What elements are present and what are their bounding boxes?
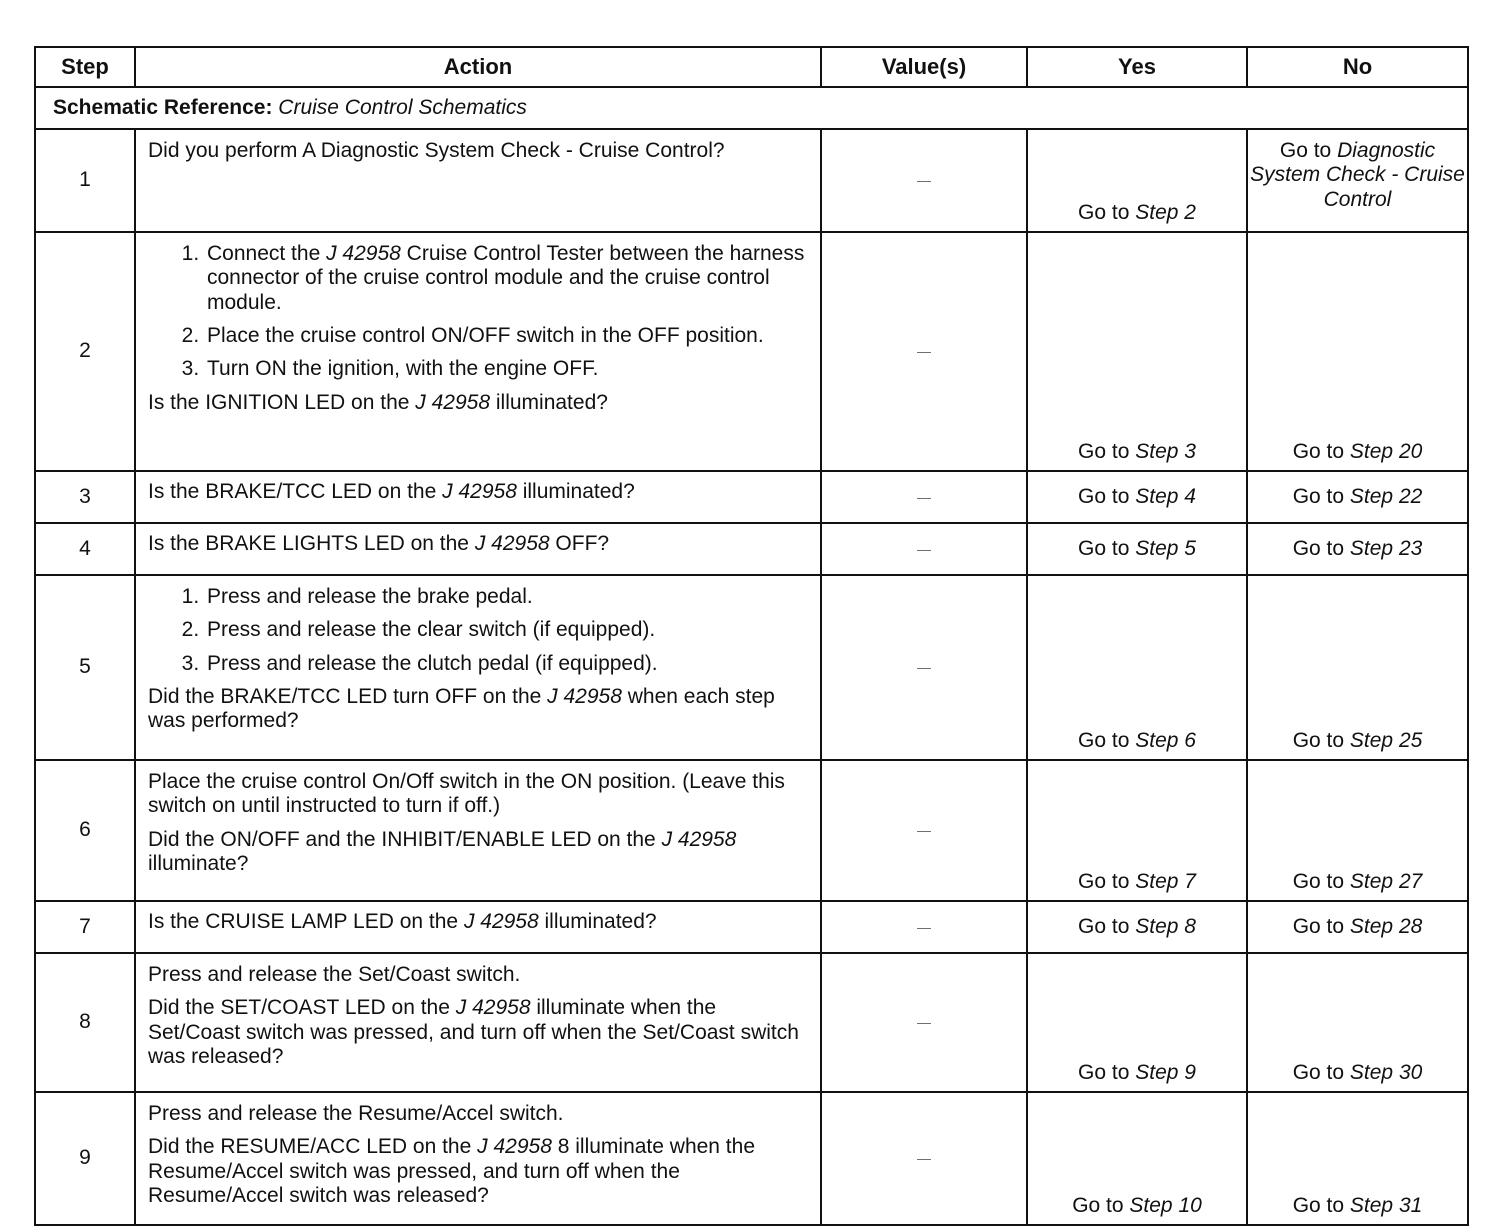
schematic-link: Cruise Control Schematics bbox=[278, 96, 527, 119]
no-cell: Go to Step 25 bbox=[1247, 575, 1468, 760]
action-instruction: Place the cruise control On/Off switch in the ON position. (Leave this switch on until instructed to turn if off.) bbox=[148, 770, 785, 818]
step-number: 6 bbox=[35, 760, 135, 901]
value-cell: — bbox=[821, 523, 1027, 575]
action-step: 2. Place the cruise control ON/OFF switch in the OFF position. bbox=[205, 324, 808, 348]
yes-cell: Go to Step 9 bbox=[1027, 953, 1247, 1092]
action-step: 2. Press and release the clear switch (if equipped). bbox=[205, 618, 808, 642]
action-cell bbox=[135, 523, 821, 575]
header-values: Value(s) bbox=[821, 47, 1027, 87]
no-cell: Go to Step 20 bbox=[1247, 232, 1468, 471]
action-question: Is the BRAKE LIGHTS LED on the J 42958 OFF? bbox=[148, 532, 610, 555]
value-cell: — bbox=[821, 760, 1027, 901]
value-cell: — bbox=[821, 575, 1027, 760]
value-cell: — bbox=[821, 901, 1027, 953]
action-step: 1. Press and release the brake pedal. bbox=[205, 585, 808, 609]
table-row bbox=[35, 471, 1468, 523]
action-question: Did the SET/COAST LED on the J 42958 illuminate when the Set/Coast switch was pressed, and turn off when the Set/Coast switch was released? bbox=[148, 996, 799, 1069]
action-cell bbox=[135, 129, 821, 232]
no-link: Diagnostic System Check - Cruise Control bbox=[1250, 139, 1465, 211]
action-cell bbox=[135, 1092, 821, 1225]
yes-prefix: Go to bbox=[1078, 200, 1130, 224]
step-number: 8 bbox=[35, 953, 135, 1092]
action-question: Is the CRUISE LAMP LED on the J 42958 illuminated? bbox=[148, 910, 657, 933]
step-number: 7 bbox=[35, 901, 135, 953]
table-row bbox=[35, 953, 1468, 1092]
action-question: Did you perform A Diagnostic System Check - Cruise Control? bbox=[148, 139, 725, 162]
yes-cell: Go to Step 3 bbox=[1027, 232, 1247, 471]
no-cell: Go to Step 30 bbox=[1247, 953, 1468, 1092]
table-row bbox=[35, 1092, 1468, 1225]
action-question: Is the IGNITION LED on the J 42958 illuminated? bbox=[148, 390, 608, 414]
no-cell: Go to Step 22 bbox=[1247, 471, 1468, 523]
yes-cell: Go to Step 4 bbox=[1027, 471, 1247, 523]
table-row bbox=[35, 232, 1468, 471]
step-number: 4 bbox=[35, 523, 135, 575]
schematic-reference bbox=[35, 87, 1468, 129]
step-number: 3 bbox=[35, 471, 135, 523]
schematic-row bbox=[35, 87, 1468, 129]
action-step: 3. Turn ON the ignition, with the engine OFF. bbox=[205, 357, 808, 381]
header-step: Step bbox=[35, 47, 135, 87]
action-cell bbox=[135, 575, 821, 760]
value-cell: — bbox=[821, 232, 1027, 471]
action-steps bbox=[148, 242, 808, 382]
action-cell bbox=[135, 901, 821, 953]
action-cell bbox=[135, 760, 821, 901]
step-number: 9 bbox=[35, 1092, 135, 1225]
value-cell: — bbox=[821, 953, 1027, 1092]
header-row bbox=[35, 47, 1468, 87]
step-number: 1 bbox=[35, 129, 135, 232]
yes-cell: Go to Step 5 bbox=[1027, 523, 1247, 575]
yes-cell: Go to Step 6 bbox=[1027, 575, 1247, 760]
value-cell: — bbox=[821, 1092, 1027, 1225]
no-cell: Go to Step 28 bbox=[1247, 901, 1468, 953]
table-row bbox=[35, 575, 1468, 760]
yes-cell bbox=[1027, 129, 1247, 232]
header-no: No bbox=[1247, 47, 1468, 87]
table-row bbox=[35, 901, 1468, 953]
action-question: Is the BRAKE/TCC LED on the J 42958 illuminated? bbox=[148, 480, 635, 503]
action-steps bbox=[148, 585, 808, 676]
yes-link: Step 2 bbox=[1135, 200, 1196, 224]
yes-cell: Go to Step 10 bbox=[1027, 1092, 1247, 1225]
no-cell: Go to Step 23 bbox=[1247, 523, 1468, 575]
header-action: Action bbox=[135, 47, 821, 87]
action-step: 1. Connect the J 42958 Cruise Control Tester between the harness connector of the cruise control module and the cruise control module. bbox=[205, 242, 808, 315]
action-instruction: Press and release the Set/Coast switch. bbox=[148, 963, 521, 986]
no-cell bbox=[1247, 129, 1468, 232]
no-cell: Go to Step 27 bbox=[1247, 760, 1468, 901]
action-instruction: Press and release the Resume/Accel switch. bbox=[148, 1102, 564, 1125]
action-cell bbox=[135, 232, 821, 471]
action-question: Did the BRAKE/TCC LED turn OFF on the J 42958 when each step was performed? bbox=[148, 685, 775, 733]
action-cell bbox=[135, 953, 821, 1092]
yes-cell: Go to Step 8 bbox=[1027, 901, 1247, 953]
action-cell bbox=[135, 471, 821, 523]
step-number: 2 bbox=[35, 232, 135, 471]
action-question: Did the ON/OFF and the INHIBIT/ENABLE LED on the J 42958 illuminate? bbox=[148, 827, 737, 876]
table-row bbox=[35, 523, 1468, 575]
value-cell: — bbox=[821, 129, 1027, 232]
diagnostic-table bbox=[34, 46, 1469, 1226]
table-row bbox=[35, 760, 1468, 901]
table-row bbox=[35, 129, 1468, 232]
value-cell: — bbox=[821, 471, 1027, 523]
no-cell: Go to Step 31 bbox=[1247, 1092, 1468, 1225]
yes-cell: Go to Step 7 bbox=[1027, 760, 1247, 901]
action-question: Did the RESUME/ACC LED on the J 42958 8 illuminate when the Resume/Accel switch was pressed, and turn off when the Resume/Accel switch was released? bbox=[148, 1135, 756, 1208]
header-yes: Yes bbox=[1027, 47, 1247, 87]
step-number: 5 bbox=[35, 575, 135, 760]
no-prefix: Go to bbox=[1279, 139, 1332, 162]
schematic-label: Schematic Reference: bbox=[53, 96, 273, 119]
action-step: 3. Press and release the clutch pedal (if equipped). bbox=[205, 652, 808, 676]
